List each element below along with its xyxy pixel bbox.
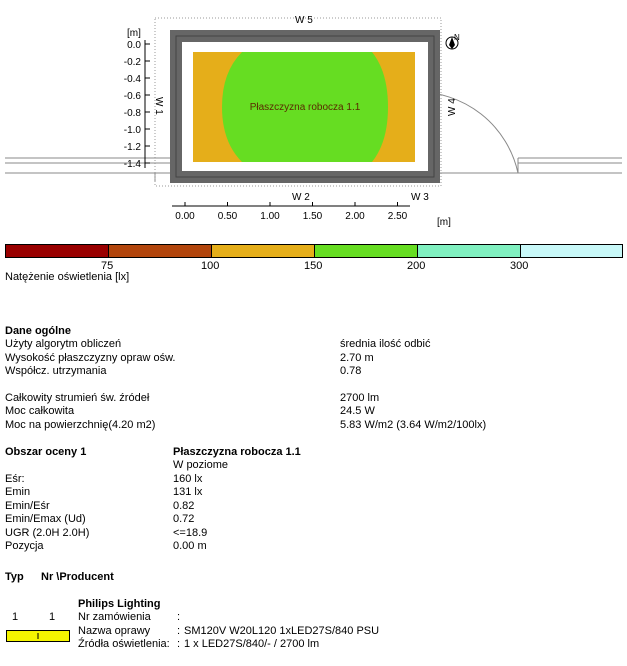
- corridor-right: [440, 158, 622, 173]
- x-tick-label: 0.00: [175, 211, 195, 222]
- general-label: Użyty algorytm obliczeń: [5, 338, 122, 350]
- luminaire-sep: :: [177, 638, 181, 650]
- corridor-left: [5, 158, 171, 182]
- assessment-heading: Obszar oceny 1: [5, 446, 87, 458]
- y-tick-label: -0.6: [123, 91, 141, 102]
- assessment-label: Pozycja: [5, 540, 44, 552]
- luminaire-symbol-icon: [6, 630, 70, 642]
- wall-label-w3: W 3: [411, 192, 429, 203]
- legend-segment: [417, 244, 521, 258]
- plane-label: Płaszczyzna robocza 1.1: [249, 102, 361, 113]
- general-heading: Dane ogólne: [5, 325, 72, 337]
- luminaire-label: Źródła oświetlenia:: [78, 638, 170, 650]
- y-tick-label: -1.2: [123, 142, 141, 153]
- x-tick-label: 2.50: [387, 211, 408, 222]
- x-axis-unit: [m]: [437, 217, 451, 228]
- legend-value-150: 150: [304, 260, 323, 272]
- x-tick-label: 2.00: [345, 211, 365, 222]
- assessment-label: UGR (2.0H 2.0H): [5, 527, 90, 539]
- general-value: 5.83 W/m2 (3.64 W/m2/100lx): [340, 419, 487, 431]
- assessment-label: Emin/Eśr: [5, 500, 50, 512]
- assessment-value: 0.82: [173, 500, 195, 512]
- y-axis-ticks: [124, 40, 150, 170]
- legend-value-200: 200: [407, 260, 426, 272]
- svg-text:N: N: [454, 33, 460, 42]
- assessment-value: 0.72: [173, 513, 195, 525]
- assessment-label: Eśr:: [5, 473, 25, 485]
- luminaire-label: Nr zamówienia: [78, 611, 151, 623]
- luminaire-type-number: 1: [12, 611, 19, 623]
- general-value: 24.5 W: [340, 405, 375, 417]
- assessment-label: Emin/Emax (Ud): [5, 513, 86, 525]
- assessment-value: 160 lx: [173, 473, 203, 485]
- x-tick-label: 1.50: [302, 211, 323, 222]
- floor-plan: [0, 0, 627, 240]
- x-tick-label: 0.50: [217, 211, 238, 222]
- y-tick-label: -1.0: [123, 125, 141, 136]
- assessment-value: 131 lx: [173, 486, 203, 498]
- legend-segment: [520, 244, 623, 258]
- y-tick-label: -0.8: [123, 108, 141, 119]
- general-label: Wysokość płaszczyzny opraw ośw.: [5, 352, 176, 364]
- assessment-value: 0.00 m: [173, 540, 207, 552]
- general-value: 2.70 m: [340, 352, 374, 364]
- y-tick-label: 0.0: [127, 40, 141, 51]
- y-tick-label: -1.4: [123, 159, 141, 170]
- y-tick-label: -0.2: [123, 57, 141, 68]
- legend-value-100: 100: [201, 260, 220, 272]
- general-value: 0.78: [340, 365, 362, 377]
- legend-value-300: 300: [510, 260, 529, 272]
- luminaire-value: 1 x LED27S/840/- / 2700 lm: [184, 638, 320, 650]
- legend-value-75: 75: [101, 260, 114, 272]
- general-label: Moc na powierzchnię(4.20 m2): [5, 419, 156, 431]
- assessment-label: Emin: [5, 486, 31, 498]
- wall-label-w2: W 2: [292, 192, 310, 203]
- producer-name: Philips Lighting: [78, 598, 161, 610]
- luminaire-value: SM120V W20L120 1xLED27S/840 PSU: [184, 625, 380, 637]
- general-label: Współcz. utrzymania: [5, 365, 107, 377]
- assessment-orientation: W poziome: [173, 459, 229, 471]
- general-label: Całkowity strumień św. źródeł: [5, 392, 150, 404]
- wall-label-w5: W 5: [295, 15, 313, 26]
- general-value: średnia ilość odbić: [340, 338, 431, 350]
- legend-title: Natężenie oświetlenia [lx]: [5, 271, 130, 283]
- luminaire-sep: :: [177, 625, 181, 637]
- luminaire-label: Nazwa oprawy: [78, 625, 151, 637]
- column-header-nr-producer: Nr \Producent: [41, 571, 114, 583]
- assessment-value: <=18.9: [173, 527, 208, 539]
- legend-segment: [108, 244, 212, 258]
- wall-label-w4: W 4: [447, 98, 458, 116]
- x-tick-label: 1.00: [260, 211, 280, 222]
- y-axis-unit: [m]: [127, 28, 141, 39]
- wall-label-w1: W 1: [153, 97, 164, 115]
- assessment-plane: Płaszczyzna robocza 1.1: [173, 446, 301, 458]
- luminaire-sep: :: [177, 611, 181, 623]
- legend-segment: [5, 244, 109, 258]
- general-value: 2700 lm: [340, 392, 380, 404]
- y-tick-label: -0.4: [123, 74, 141, 85]
- north-icon: [446, 33, 460, 49]
- column-header-typ: Typ: [5, 571, 24, 583]
- legend-segment: [314, 244, 418, 258]
- legend-segment: [211, 244, 315, 258]
- luminaire-count: 1: [49, 611, 56, 623]
- x-axis-ticks: [175, 202, 407, 222]
- general-label: Moc całkowita: [5, 405, 75, 417]
